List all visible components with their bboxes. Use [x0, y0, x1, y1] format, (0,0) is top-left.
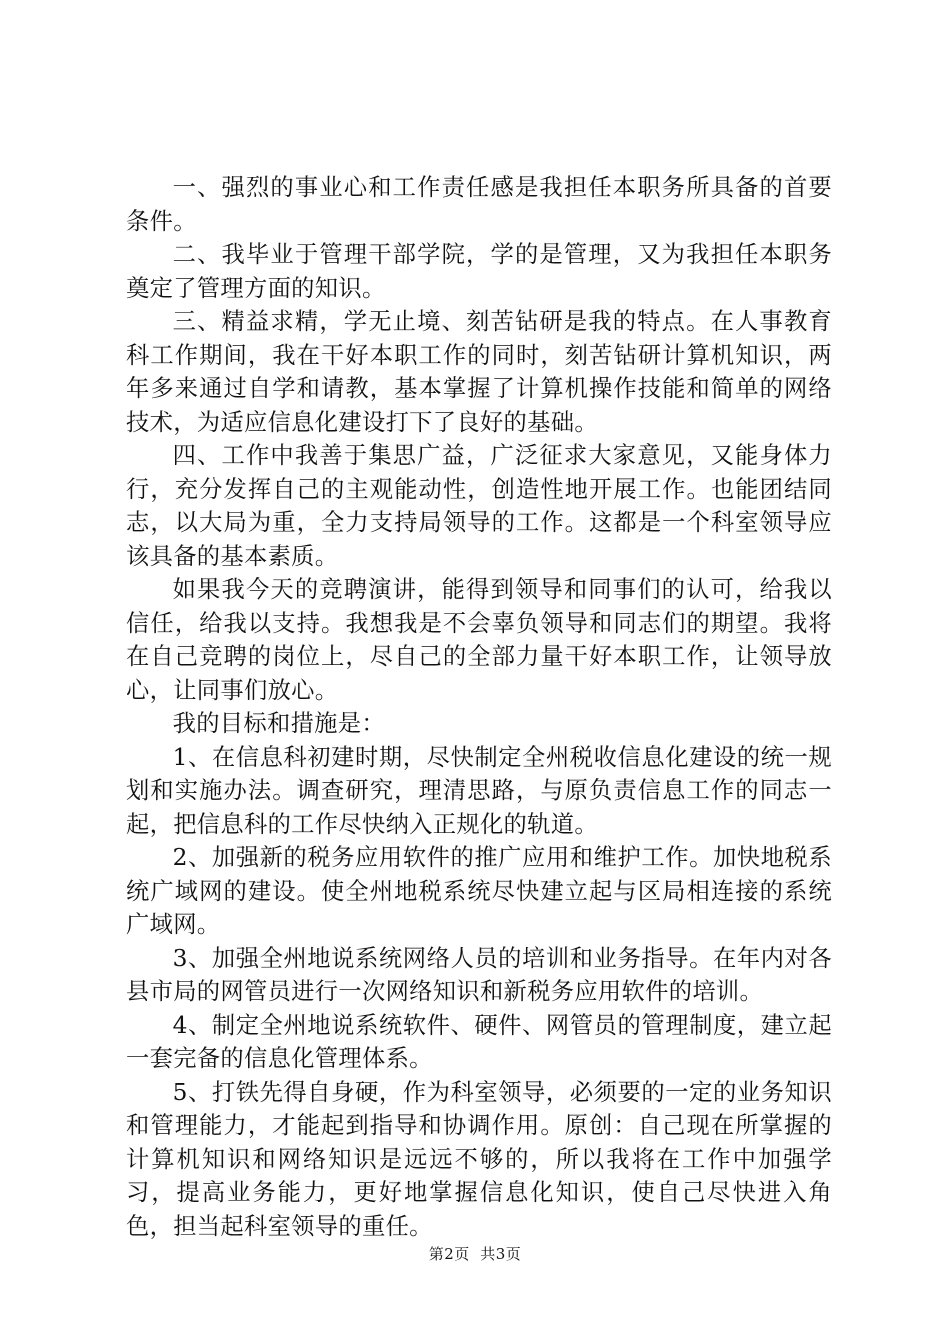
paragraph-qualification-2: 二、我毕业于管理干部学院，学的是管理，又为我担任本职务奠定了管理方面的知识。: [126, 241, 832, 302]
document-body: [126, 171, 832, 1243]
page-number: 第2页 共3页: [428, 1245, 522, 1263]
paragraph-goal-3: 3、加强全州地说系统网络人员的培训和业务指导。在年内对各县市局的网管员进行一次网络知识和新税务应用软件的培训。: [126, 944, 832, 1005]
paragraph-goal-2: 2、加强新的税务应用软件的推广应用和维护工作。加快地税系统广域网的建设。使全州地税系统尽快建立起与区局相连接的系统广域网。: [126, 844, 832, 938]
paragraph-qualification-4: 四、工作中我善于集思广益，广泛征求大家意见，又能身体力行，充分发挥自己的主观能动性，创造性地开展工作。也能团结同志，以大局为重，全力支持局领导的工作。这都是一个科室领导应该具备的基本素质。: [126, 442, 832, 570]
paragraph-goals-heading: 我的目标和措施是：: [172, 710, 385, 737]
paragraph-qualification-1: 一、强烈的事业心和工作责任感是我担任本职务所具备的首要条件。: [126, 174, 832, 235]
paragraph-goal-5: 5、打铁先得自身硬，作为科室领导，必须要的一定的业务知识和管理能力，才能起到指导和协调作用。原创：自己现在所掌握的计算机知识和网络知识是远远不够的，所以我将在工作中加强学习，提高业务能力，更好地掌握信息化知识，使自己尽快进入角色，担当起科室领导的重任。: [126, 1078, 832, 1240]
paragraph-commitment: 如果我今天的竞聘演讲，能得到领导和同事们的认可，给我以信任，给我以支持。我想我是不会辜负领导和同志们的期望。我将在自己竞聘的岗位上，尽自己的全部力量干好本职工作，让领导放心，让同事们放心。: [126, 576, 832, 704]
paragraph-qualification-3: 三、精益求精，学无止境、刻苦钻研是我的特点。在人事教育科工作期间，我在干好本职工作的同时，刻苦钻研计算机知识，两年多来通过自学和请教，基本掌握了计算机操作技能和简单的网络技术，为适应信息化建设打下了良好的基础。: [126, 308, 832, 436]
paragraph-goal-4: 4、制定全州地说系统软件、硬件、网管员的管理制度，建立起一套完备的信息化管理体系。: [126, 1011, 832, 1072]
paragraph-goal-1: 1、在信息科初建时期，尽快制定全州税收信息化建设的统一规划和实施办法。调查研究，理清思路，与原负责信息工作的同志一起，把信息科的工作尽快纳入正规化的轨道。: [126, 743, 832, 838]
page-footer: [0, 1244, 950, 1264]
